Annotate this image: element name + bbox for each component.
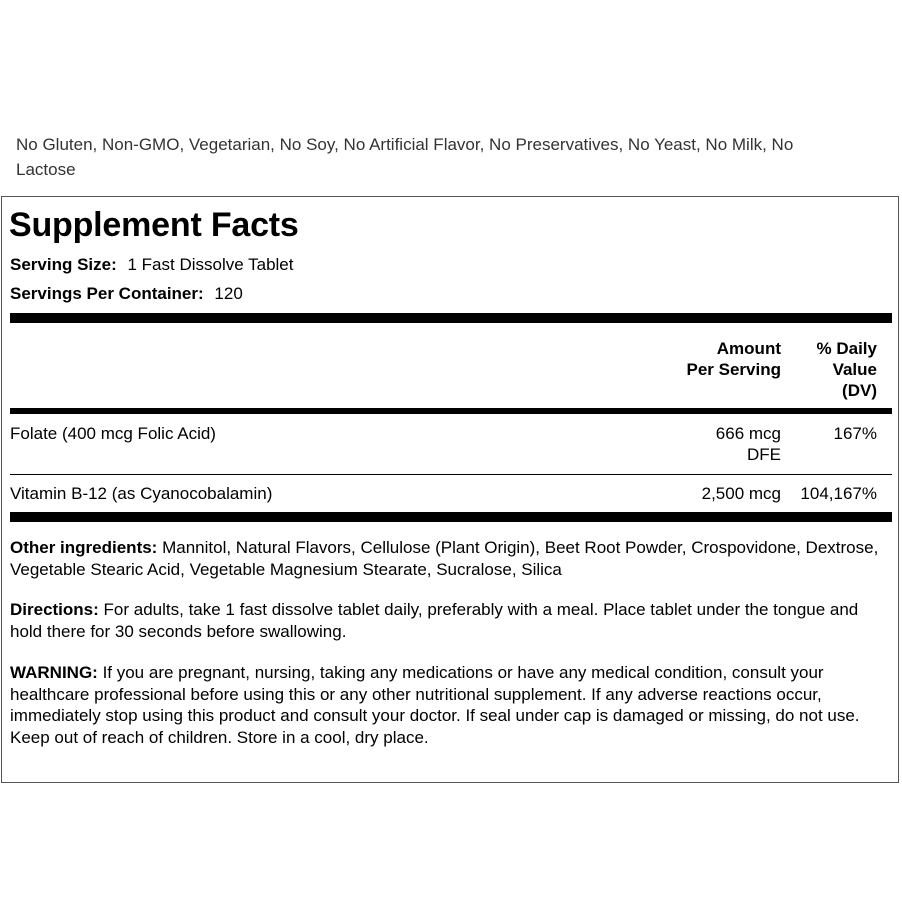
- dv-header-line1: % Daily: [816, 339, 877, 358]
- other-ingredients-label: Other ingredients:: [10, 538, 158, 557]
- amount-line2: DFE: [747, 445, 781, 464]
- dietary-claims: No Gluten, Non-GMO, Vegetarian, No Soy, No Artificial Flavor, No Preservatives, No Yeast, No Milk, No Lactose: [16, 135, 794, 179]
- warning-label: WARNING:: [10, 663, 98, 682]
- other-ingredients-text: Mannitol, Natural Flavors, Cellulose (Plant Origin), Beet Root Powder, Crospovidone, Dextrose, Vegetable Stearic Acid, Vegetable Magnesium Stearate, Sucralose, Silica: [10, 538, 879, 579]
- thick-divider-bottom: [10, 512, 892, 522]
- servings-per-container: [10, 284, 243, 304]
- thin-divider: [10, 474, 892, 475]
- thick-divider-top: [10, 313, 892, 323]
- column-header-amount: [687, 338, 782, 380]
- nutrient-amount: [716, 423, 781, 465]
- medium-divider: [10, 408, 892, 414]
- directions-text: For adults, take 1 fast dissolve tablet daily, preferably with a meal. Place tablet under the tongue and hold there for 30 seconds before swallowing.: [10, 600, 859, 641]
- directions: [10, 599, 890, 642]
- amount-header-line2: Per Serving: [686, 360, 781, 379]
- panel-title: Supplement Facts: [9, 206, 299, 244]
- nutrient-daily-value: 167%: [833, 424, 877, 443]
- nutrient-amount: 2,500 mcg: [701, 484, 781, 503]
- dv-header-line2: Value: [832, 360, 877, 379]
- servings-per-container-label: Servings Per Container:: [10, 284, 204, 303]
- nutrient-name: Vitamin B-12 (as Cyanocobalamin): [10, 484, 273, 503]
- nutrient-name: Folate (400 mcg Folic Acid): [10, 424, 216, 443]
- column-header-daily-value: [817, 338, 877, 401]
- other-ingredients: [10, 537, 890, 580]
- amount-header-line1: Amount: [716, 339, 781, 358]
- dv-header-line3: (DV): [842, 381, 877, 400]
- serving-size: [10, 255, 293, 275]
- warning: [10, 662, 890, 748]
- warning-text: If you are pregnant, nursing, taking any medications or have any medical condition, consult your healthcare professional before using this or any other nutritional supplement. If any adverse reactions occur, immediately stop using this product and consult your doctor. If seal under cap is damaged or missing, do not use. Keep out of reach of children. Store in a cool, dry place.: [10, 663, 860, 747]
- servings-per-container-value: 120: [214, 284, 243, 303]
- nutrient-daily-value: 104,167%: [800, 484, 877, 503]
- directions-label: Directions:: [10, 600, 99, 619]
- amount-line1: 666 mcg: [715, 424, 781, 443]
- serving-size-label: Serving Size:: [10, 255, 117, 274]
- serving-size-value: 1 Fast Dissolve Tablet: [127, 255, 294, 274]
